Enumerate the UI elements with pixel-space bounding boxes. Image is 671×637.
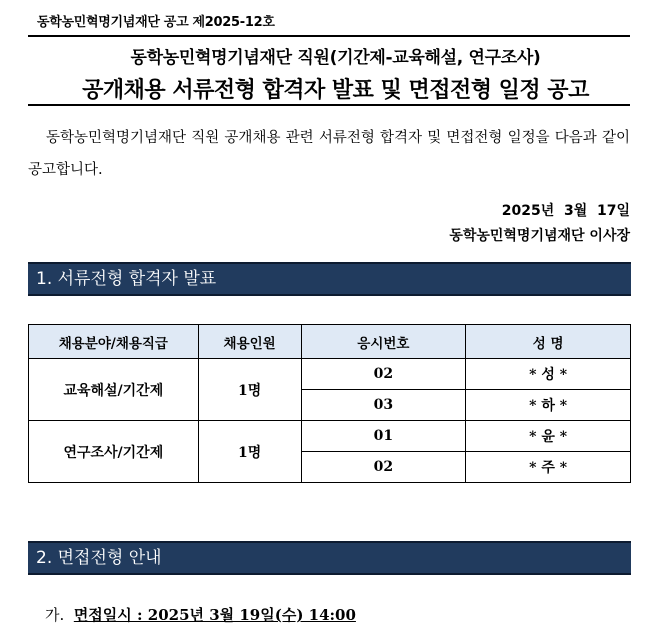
header-field: 채용분야/채용직급	[29, 325, 199, 359]
interview-date-item	[45, 604, 356, 625]
intro-text: 동학농민혁명기념재단 직원 공개채용 관련 서류전형 합격자 및 면접전형 일정을 다음과 같이 공고합니다.	[28, 130, 630, 178]
announcement-date: 2025년 3월 17일	[501, 203, 630, 219]
header-rule-top	[28, 35, 630, 37]
header-name: 성 명	[466, 325, 631, 359]
interview-date: 면접일시 : 2025년 3월 19일(수) 14:00	[73, 606, 356, 624]
header-rule-bottom	[28, 104, 630, 106]
cell-number: 03	[301, 390, 466, 421]
section-2-header	[28, 541, 631, 575]
cell-number: 02	[301, 359, 466, 390]
table-row	[29, 359, 631, 390]
section-1-title: 1. 서류전형 합격자 발표	[36, 269, 217, 289]
header-number: 응시번호	[301, 325, 466, 359]
cell-field: 연구조사/기간제	[29, 421, 199, 483]
cell-count: 1명	[198, 359, 301, 421]
cell-name: * 하 *	[466, 390, 631, 421]
cell-name: * 윤 *	[466, 421, 631, 452]
cell-number: 01	[301, 421, 466, 452]
cell-name: * 주 *	[466, 452, 631, 483]
title-line-1: 동학농민혁명기념재단 직원(기간제-교육해설, 연구조사)	[130, 48, 541, 68]
issuer: 동학농민혁명기념재단 이사장	[449, 228, 630, 244]
title-line-2: 공개채용 서류전형 합격자 발표 및 면접전형 일정 공고	[82, 78, 589, 103]
cell-number: 02	[301, 452, 466, 483]
results-table	[28, 324, 631, 483]
item-marker: 가.	[45, 606, 65, 624]
table-row	[29, 421, 631, 452]
notice-number: 동학농민혁명기념재단 공고 제2025-12호	[37, 15, 275, 30]
intro-paragraph	[28, 122, 630, 186]
section-2-title: 2. 면접전형 안내	[36, 548, 162, 568]
cell-field: 교육해설/기간제	[29, 359, 199, 421]
cell-name: * 성 *	[466, 359, 631, 390]
section-1-header	[28, 262, 631, 296]
table-header-row	[29, 325, 631, 359]
cell-count: 1명	[198, 421, 301, 483]
header-count: 채용인원	[198, 325, 301, 359]
